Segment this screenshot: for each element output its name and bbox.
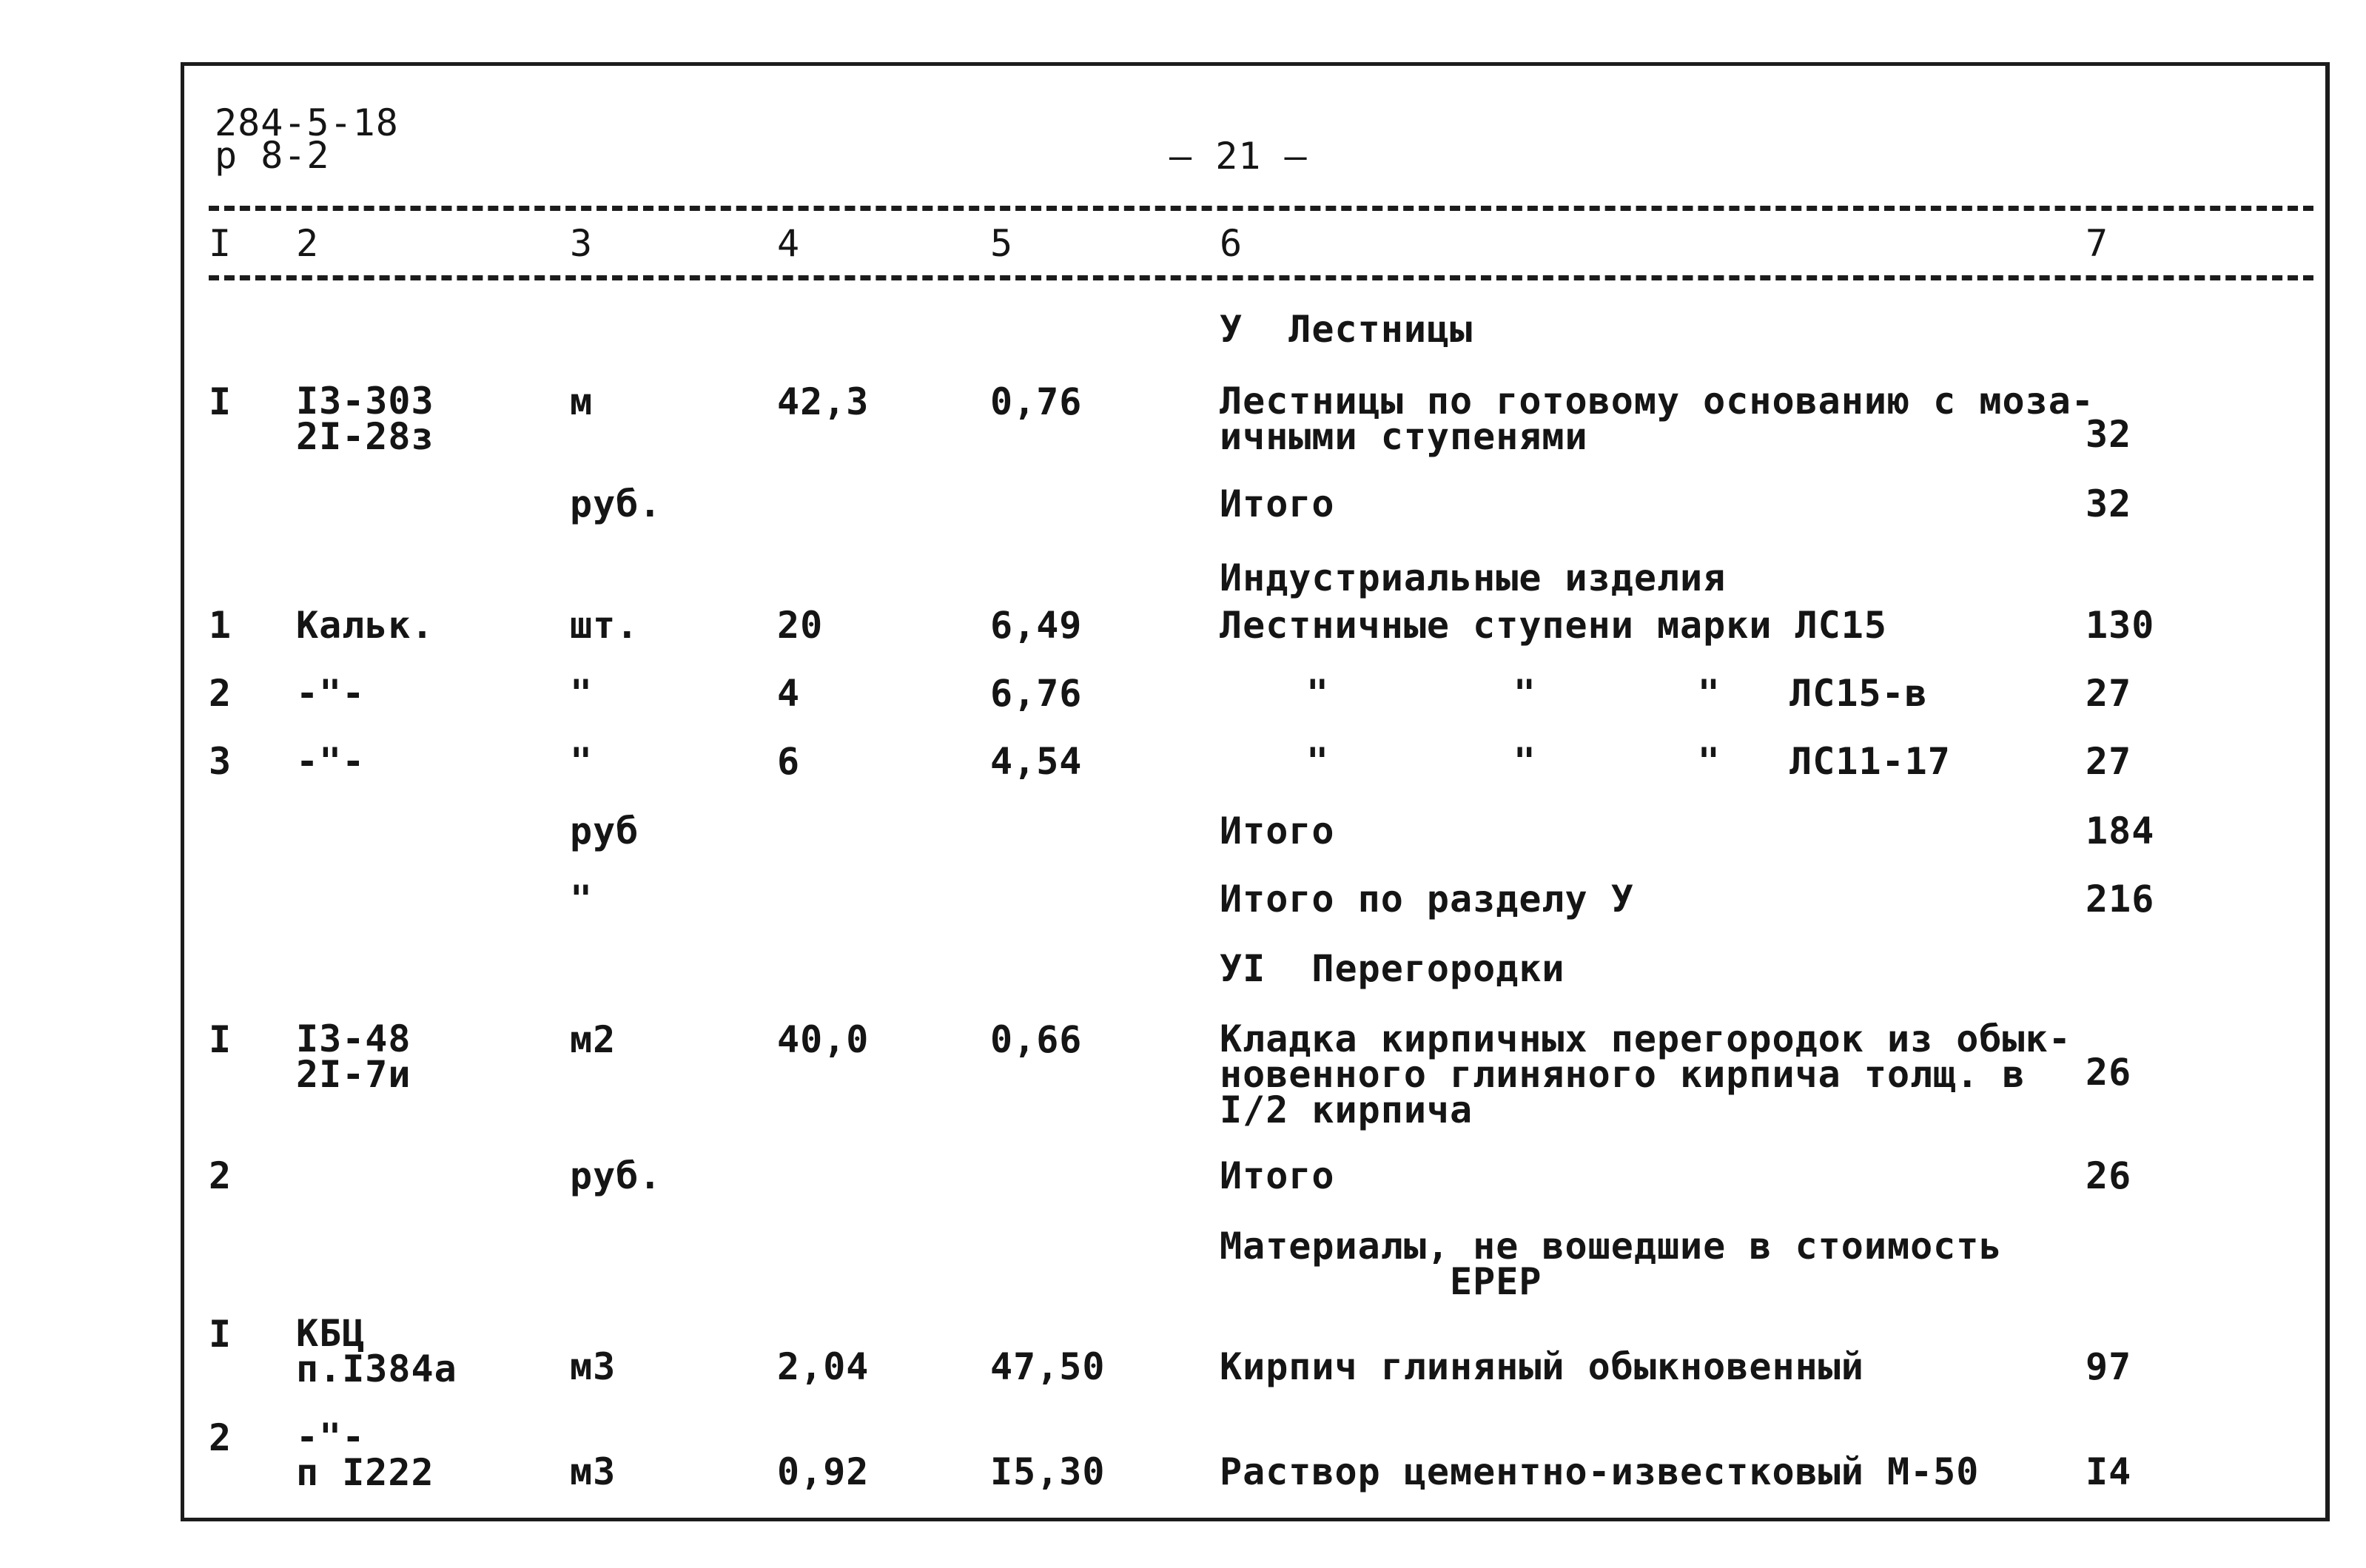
row-total: I4: [2086, 1450, 2132, 1493]
row-unit: руб: [570, 810, 639, 852]
row-qty: 42,3: [777, 380, 870, 423]
row-code: -"-: [296, 740, 366, 783]
row-price: 4,54: [990, 740, 1083, 783]
row-code: КБЦ п.I384а: [296, 1312, 457, 1390]
header-bottom-rule: [209, 275, 2313, 280]
row-code: -"-: [296, 672, 366, 715]
row-unit: руб.: [570, 1154, 662, 1197]
row-description: Итого: [1220, 810, 1335, 852]
row-total: 32: [2086, 413, 2132, 456]
row-qty: 6: [777, 740, 801, 783]
row-num: I: [209, 380, 232, 423]
row-total: 184: [2086, 810, 2155, 852]
row-description: Лестничные ступени марки ЛС15: [1220, 604, 1887, 647]
section-heading: УI Перегородки: [1220, 947, 1565, 990]
row-description: Итого: [1220, 1154, 1335, 1197]
row-description: Итого: [1220, 482, 1335, 525]
row-num: I: [209, 1018, 232, 1061]
doc-part: р 8-2: [215, 134, 330, 177]
row-qty: 40,0: [777, 1018, 870, 1061]
col-header-1: I: [209, 222, 232, 265]
row-description: " " " ЛС11-17: [1306, 740, 1951, 783]
row-num: 2: [209, 672, 232, 715]
row-description: Итого по разделу У: [1220, 878, 1634, 921]
row-unit: ": [570, 672, 594, 715]
row-unit: м: [570, 380, 594, 423]
row-num: 2: [209, 1154, 232, 1197]
row-total: 26: [2086, 1051, 2132, 1094]
col-header-2: 2: [296, 222, 320, 265]
row-code: Кальк.: [296, 604, 434, 647]
row-description: Кирпич глиняный обыкновенный: [1220, 1345, 1864, 1388]
row-total: 32: [2086, 482, 2132, 525]
row-total: 130: [2086, 604, 2155, 647]
col-header-3: 3: [570, 222, 594, 265]
row-code: I3-303 2I-28з: [296, 380, 434, 458]
row-unit: ": [570, 740, 594, 783]
row-qty: 4: [777, 672, 801, 715]
subsection-heading: Индустриальные изделия: [1220, 556, 1727, 599]
row-description: Раствор цементно-известковый М-50: [1220, 1450, 1980, 1493]
col-header-5: 5: [990, 222, 1014, 265]
row-unit: м3: [570, 1450, 616, 1493]
row-price: 6,76: [990, 672, 1083, 715]
row-price: I5,30: [990, 1450, 1106, 1493]
row-unit: м2: [570, 1018, 616, 1061]
row-unit: шт.: [570, 604, 639, 647]
row-num: 1: [209, 604, 232, 647]
header-top-rule: [209, 206, 2313, 211]
row-price: 47,50: [990, 1345, 1106, 1388]
row-total: 27: [2086, 672, 2132, 715]
row-total: 27: [2086, 740, 2132, 783]
row-description: Лестницы по готовому основанию с моза- ичными ступенями: [1220, 380, 2094, 458]
row-description: Кладка кирпичных перегородок из обык- новенного глиняного кирпича толщ. в I/2 кирпича: [1220, 1017, 2071, 1131]
row-qty: 2,04: [777, 1345, 870, 1388]
row-code: I3-48 2I-7и: [296, 1017, 411, 1096]
row-num: I: [209, 1313, 232, 1356]
row-num: 3: [209, 740, 232, 783]
col-header-7: 7: [2086, 222, 2109, 265]
row-total: 97: [2086, 1345, 2132, 1388]
doc-code: 284-5-18: [215, 101, 399, 144]
row-unit: руб.: [570, 482, 662, 525]
subsection-heading: Материалы, не вошедшие в стоимость ЕРЕР: [1220, 1225, 2003, 1303]
col-header-6: 6: [1220, 222, 1243, 265]
row-num: 2: [209, 1416, 232, 1459]
row-total: 26: [2086, 1154, 2132, 1197]
row-total: 216: [2086, 878, 2155, 921]
row-unit: ": [570, 878, 594, 921]
section-heading: У Лестницы: [1220, 308, 1473, 351]
row-qty: 0,92: [777, 1450, 870, 1493]
page-number: — 21 —: [1169, 135, 1308, 178]
row-description: " " " ЛС15-в: [1306, 672, 1928, 715]
row-price: 0,66: [990, 1018, 1083, 1061]
row-price: 6,49: [990, 604, 1083, 647]
row-unit: м3: [570, 1345, 616, 1388]
row-qty: 20: [777, 604, 824, 647]
col-header-4: 4: [777, 222, 801, 265]
row-code: -"- п I222: [296, 1416, 434, 1494]
row-price: 0,76: [990, 380, 1083, 423]
